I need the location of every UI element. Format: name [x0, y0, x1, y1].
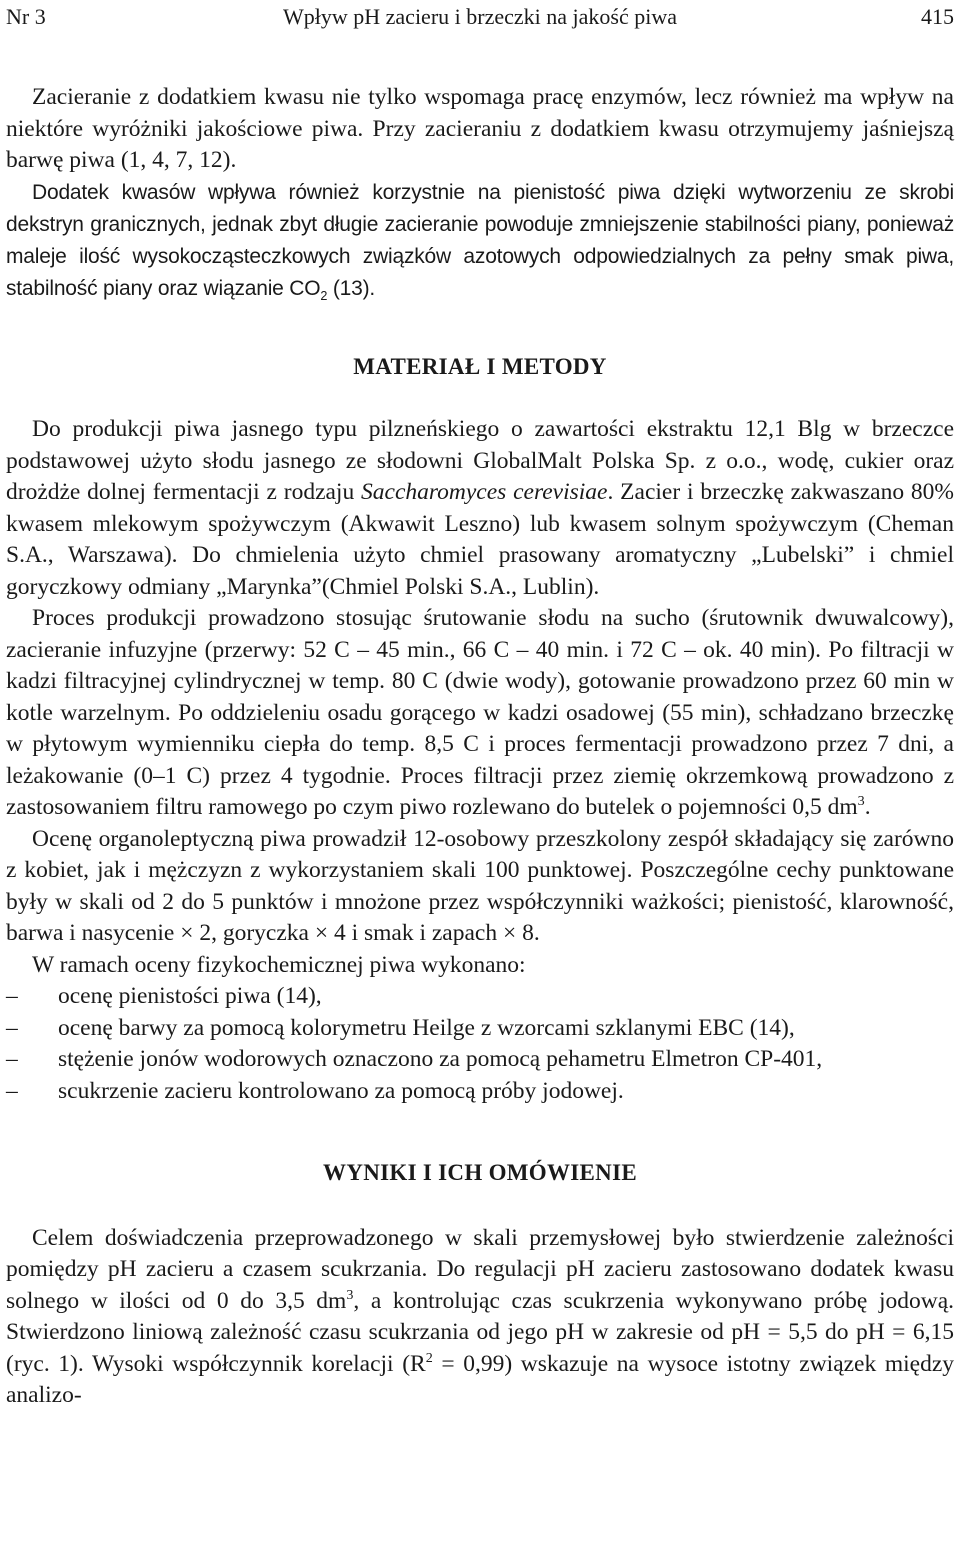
list-item — [6, 1013, 954, 1045]
r2-superscript: 2 — [425, 1349, 433, 1366]
methods-p2-text: Proces produkcji prowadzono stosując śrutowanie słodu na sucho (śrutownik dwuwalcowy), zacieranie infuzyjne (przerwy: 52 C – 45 min., 66 C – 40 min. i 72 C – ok. 40 min). Po filtracji w kadzi filtracyjnej cylindrycznej w temp. 80 C (dwie wody), gotowanie prowadzono przez 60 min w kotle warzelnym. Po oddzieleniu osadu gorącego w kadzi osadowej (55 min), schładzano brzeczkę w płytowym wymienniku ciepła do temp. 8,5 C i proces fermentacji prowadzono przez 7 dni, a leżakowanie (0–1 C) przez 4 tygodnie. Proces filtracji przez ziemię okrzemkową prowadzono z zastosowaniem filtru ramowego po czym piwo rozlewano do butelek o pojemności 0,5 dm — [6, 605, 954, 820]
methods-p1-tail: . Zacier i brzeczkę zakwaszano 80% kwasem mlekowym spożywczym (Akwawit Leszno) lub kwasem solnym spożywczym (Cheman S.A., Warszawa). Do chmielenia użyto chmiel prasowany aromatyczny „Lubelski” i chmiel goryczkowy odmiany „Marynka”(Chmiel Polski S.A., Lublin). — [6, 479, 954, 600]
dash-bullet: – — [6, 983, 18, 1009]
dm3-superscript: 3 — [346, 1286, 354, 1303]
intro-paragraph-1: Zacieranie z dodatkiem kwasu nie tylko wspomaga pracę enzymów, lecz również ma wpływ na niektóre wyróżniki jakościowe piwa. Przy zacieraniu z dodatkiem kwasu otrzymujemy jaśniejszą barwę piwa (1, 4, 7, 12). — [6, 84, 954, 173]
methods-paragraph-1 — [6, 414, 954, 603]
dash-bullet: – — [6, 1077, 18, 1104]
running-title: Wpływ pH zacieru i brzeczki na jakość piwa — [283, 4, 677, 29]
list-item-text: scukrzenie zacieru kontrolowano za pomocą próby jodowej. — [58, 1077, 624, 1104]
co2-subscript: 2 — [320, 288, 328, 303]
results-p1-text: Celem doświadczenia przeprowadzonego w skali przemysłowej było stwierdzenie zależności pomiędzy pH zacieru a czasem scukrzania. Do regulacji pH zacieru zastosowano dodatek kwasu solnego w ilości od 0 do 3,5 dm — [6, 1224, 954, 1314]
species-name: Saccharomyces cerevisiae — [361, 479, 608, 505]
list-item-text: ocenę pienistości piwa (14), — [58, 983, 322, 1009]
dm3-superscript: 3 — [857, 793, 865, 810]
methods-paragraph-2 — [6, 603, 954, 824]
results-p1-mid: , a kontrolując czas scukrzenia wykonywano próbę jodową. Stwierdzono liniową zależność czasu scukrzania od jego pH w zakresie od pH = 5,5 do pH = 6,15 (ryc. 1). Wysoki współczynnik korelacji (R — [6, 1287, 954, 1377]
section-heading-results: WYNIKI I ICH OMÓWIENIE — [323, 1160, 637, 1185]
page-number: 415 — [921, 4, 954, 29]
intro-p2-text: Dodatek kwasów wpływa również korzystnie na pienistość piwa dzięki wytworzeniu ze skrobi dekstryn granicznych, jednak zbyt długie zacieranie powoduje zmniejszenie stabilności piany, ponieważ maleje ilość wysokocząsteczkowych związków azotowych odpowiedzialnych za pełny smak piwa, stabilność piany oraz wiązanie CO — [6, 180, 954, 300]
article-body — [6, 82, 954, 1412]
methods-p2-tail: . — [864, 794, 871, 820]
section-heading-methods: MATERIAŁ I METODY — [353, 353, 607, 379]
list-item-text: stężenie jonów wodorowych oznaczono za pomocą pehametru Elmetron CP-401, — [58, 1046, 823, 1072]
results-p1-tail: = 0,99) wskazuje na wysoce istotny związek między analizo- — [6, 1350, 955, 1408]
results-paragraph-1 — [6, 1223, 954, 1412]
list-item-text: ocenę barwy za pomocą kolorymetru Heilge z wzorcami szklanymi EBC (14), — [58, 1014, 795, 1041]
list-item — [6, 981, 954, 1013]
issue-number: Nr 3 — [6, 4, 46, 29]
methods-p1-text: Do produkcji piwa jasnego typu pilzneńskiego o zawartości ekstraktu 12,1 Blg w brzeczce podstawowej użyto słodu jasnego ze słodowni GlobalMalt Polska Sp. z o.o., wodę, cukier oraz drożdże dolnej fermentacji z rodzaju — [6, 416, 954, 505]
methods-list — [6, 981, 954, 1107]
methods-list-lead: W ramach oceny fizykochemicznej piwa wykonano: — [32, 951, 526, 978]
methods-paragraph-3: Ocenę organoleptyczną piwa prowadził 12-osobowy przeszkolony zespół składający się zarówno z kobiet, jak i mężczyzn z wykorzystaniem skali 100 punktowej. Poszczególne cechy punktowane były w skali od 2 do 5 punktów i mnożone przez współczynniki ważkości; pienistość, klarowność, barwa i nasycenie × 2, goryczka × 4 i smak i zapach × 8. — [6, 825, 954, 946]
running-header — [0, 0, 960, 40]
dash-bullet: – — [6, 1046, 18, 1072]
dash-bullet: – — [6, 1014, 18, 1041]
intro-p2-tail: (13). — [327, 276, 376, 300]
list-item — [6, 1076, 954, 1108]
intro-paragraph-2 — [6, 177, 954, 305]
list-item — [6, 1044, 954, 1076]
